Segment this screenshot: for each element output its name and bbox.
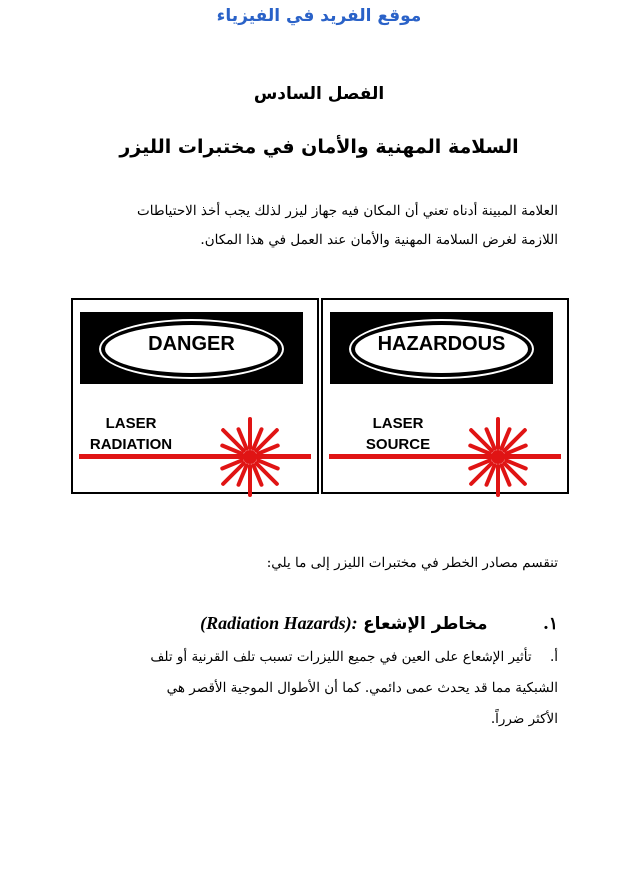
hazard-paragraph-line-1 [88,649,558,665]
sign-label-line-2: SOURCE [365,436,431,453]
hazard-heading [78,613,558,634]
chapter-title: الفصل السادس [253,84,385,104]
intro-text-line-1: العلامة المبينة أدناه تعني أن المكان فيه جهاز ليزر لذلك يجب أخذ الاحتياطات [137,203,558,219]
site-header-title: موقع الفريد في الفيزياء [216,6,422,26]
sign-header-band [330,312,553,384]
section-title: السلامة المهنية والأمان في مختبرات الليزر [119,136,519,158]
sign-header-oval [103,323,280,375]
hazard-sources-intro: تنقسم مصادر الخطر في مختبرات الليزر إلى ما يلي: [266,555,558,571]
sign-label-line-2: RADIATION [89,436,173,453]
laser-warning-sign-hazardous [321,298,569,494]
sign-label [343,413,453,455]
hazard-title-english: (Radiation Hazards): [200,613,358,633]
hazard-paragraph-line-3: الأكثر ضرراً. [490,711,558,727]
hazard-title-arabic: مخاطر الإشعاع [363,614,488,634]
sign-header-band [80,312,303,384]
intro-text-line-2: اللازمة لغرض السلامة المهنية والأمان عند العمل في هذا المكان. [200,232,558,248]
sign-label [76,413,186,455]
sign-label-line-1: LASER [372,415,424,432]
laser-starburst-icon [455,414,541,500]
list-marker: أ. [549,649,558,665]
hazard-paragraph-line-2: الشبكية مما قد يحدث عمى دائمي. كما أن الأطوال الموجية الأقصر هي [166,680,558,696]
sign-header-text: HAZARDOUS [377,333,506,355]
hazard-paragraph-text: تأثير الإشعاع على العين في جميع الليزرات تسبب تلف القرنية أو تلف [150,649,532,665]
sign-header-oval [353,323,530,375]
sign-label-line-1: LASER [105,415,157,432]
laser-starburst-icon [207,414,293,500]
sign-header-text: DANGER [148,333,235,355]
hazard-number: ١. [542,614,558,634]
laser-warning-sign-danger [71,298,319,494]
